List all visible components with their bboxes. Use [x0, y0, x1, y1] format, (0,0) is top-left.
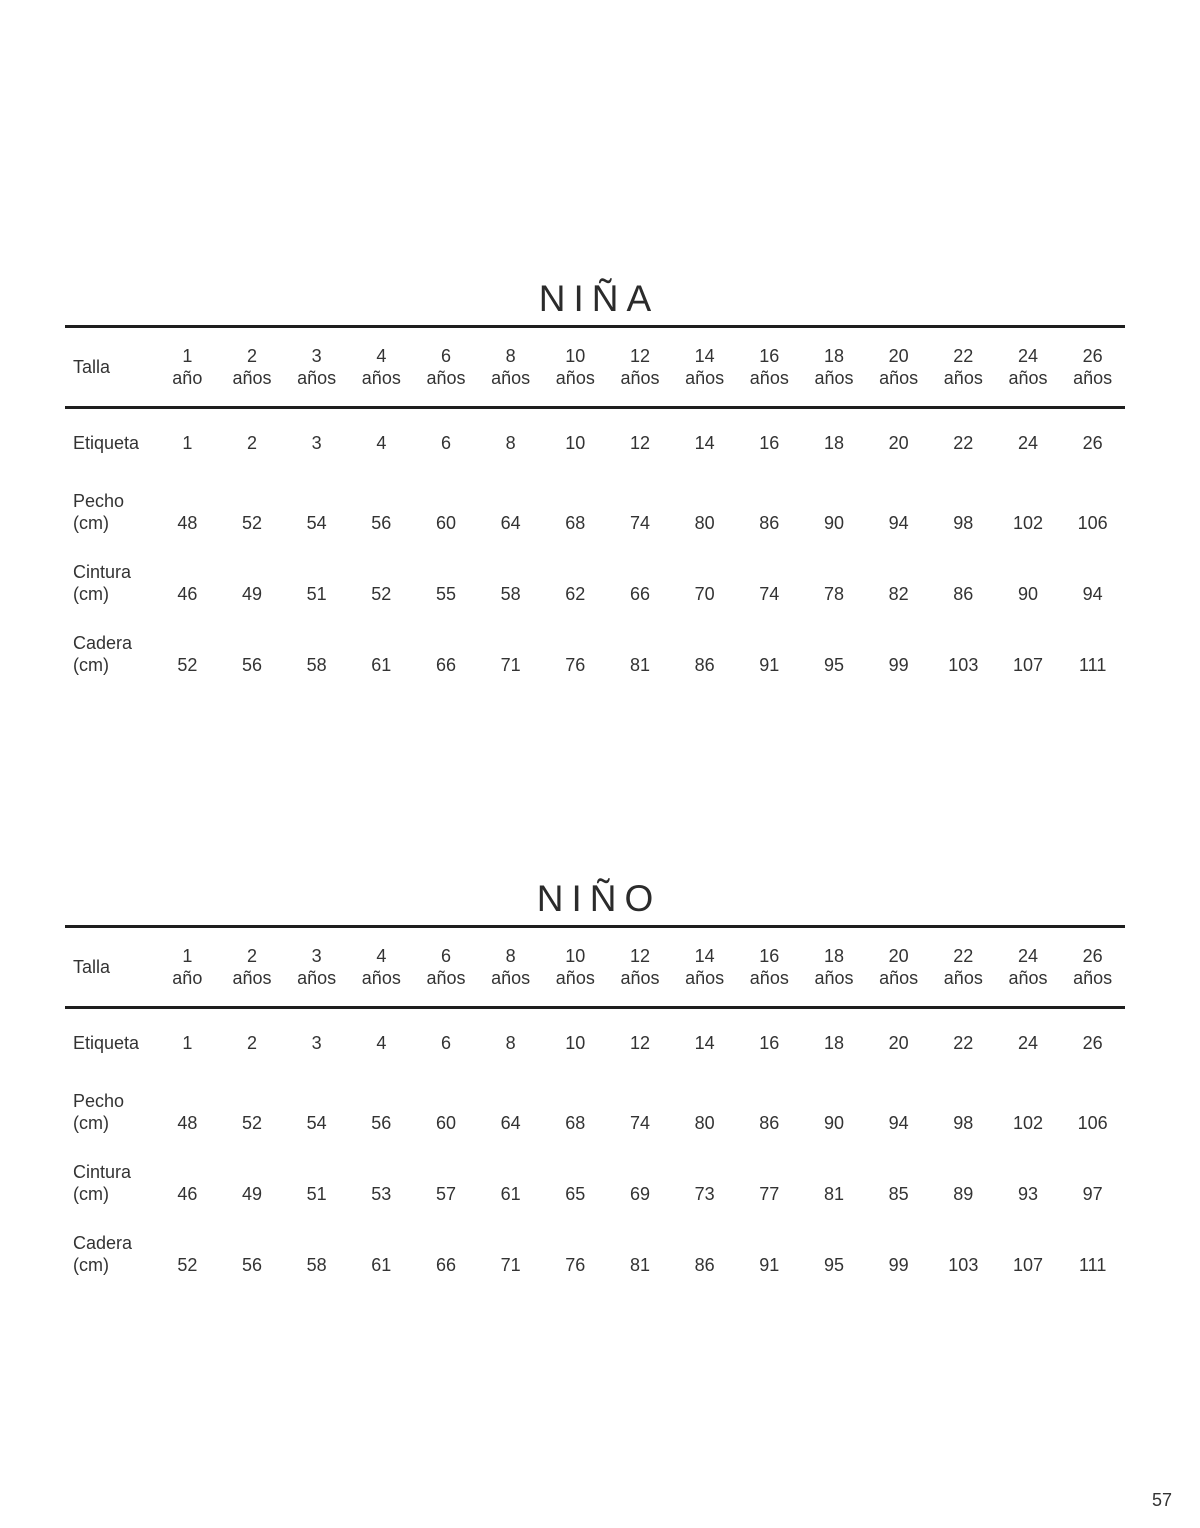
table-row	[65, 1076, 1125, 1147]
table-cell: 71	[500, 654, 521, 675]
column-unit: años	[297, 968, 337, 988]
table-row	[65, 409, 1125, 476]
table-cell: 8	[505, 432, 516, 453]
column-size: 24	[1017, 946, 1038, 966]
column-size: 24	[1017, 346, 1038, 366]
table-cell: 3	[311, 1032, 322, 1053]
table-cell: 102	[1012, 512, 1044, 533]
column-size: 6	[440, 946, 451, 966]
table-cell: 107	[1012, 1254, 1044, 1275]
column-size: 14	[694, 346, 715, 366]
column-unit: años	[1073, 968, 1113, 988]
column-size: 12	[629, 346, 650, 366]
table-cell: 2	[246, 1032, 257, 1053]
row-label: Etiqueta	[73, 1032, 140, 1053]
column-unit: años	[361, 368, 401, 388]
column-header	[220, 345, 285, 389]
table-cell: 76	[565, 1254, 586, 1275]
table-cell: 61	[500, 1183, 521, 1204]
column-unit: años	[491, 968, 531, 988]
table-cell: 56	[371, 1112, 392, 1133]
girl-size-table-section	[65, 279, 1125, 689]
table-cell: 16	[759, 1032, 780, 1053]
column-size: 3	[311, 946, 322, 966]
row-label: Etiqueta	[73, 432, 140, 453]
table-cell: 66	[435, 654, 456, 675]
table-cell: 91	[759, 1254, 780, 1275]
table-cell: 26	[1082, 1032, 1103, 1053]
column-header	[996, 345, 1061, 389]
table-row	[65, 476, 1125, 547]
table-cell: 52	[241, 512, 262, 533]
table-cell: 22	[953, 432, 974, 453]
column-header	[931, 945, 996, 989]
table-cell: 56	[241, 1254, 262, 1275]
column-size: 22	[953, 946, 974, 966]
table-cell: 6	[440, 1032, 451, 1053]
column-header	[608, 945, 673, 989]
column-unit: años	[749, 968, 789, 988]
column-header	[349, 345, 414, 389]
table-cell: 94	[888, 1112, 909, 1133]
table-cell: 46	[177, 1183, 198, 1204]
column-size: 10	[565, 946, 586, 966]
table-row	[65, 618, 1125, 689]
table-cell: 56	[371, 512, 392, 533]
column-unit: años	[879, 368, 919, 388]
table-cell: 52	[371, 583, 392, 604]
column-size: 8	[505, 946, 516, 966]
table-cell: 71	[500, 1254, 521, 1275]
table-row	[65, 1218, 1125, 1289]
column-unit: años	[426, 968, 466, 988]
table-cell: 107	[1012, 654, 1044, 675]
column-size: 14	[694, 946, 715, 966]
table-cell: 98	[953, 1112, 974, 1133]
table-cell: 54	[306, 1112, 327, 1133]
column-size: 6	[440, 346, 451, 366]
column-header	[414, 945, 479, 989]
table-cell: 52	[177, 1254, 198, 1275]
column-unit: años	[555, 968, 595, 988]
row-label: Cintura (cm)	[73, 1161, 132, 1204]
table-cell: 74	[759, 583, 780, 604]
table-cell: 24	[1017, 432, 1038, 453]
table-cell: 55	[435, 583, 456, 604]
column-header	[672, 945, 737, 989]
table-cell: 103	[948, 1254, 979, 1275]
column-size: 4	[376, 346, 387, 366]
row-label: Cintura (cm)	[73, 561, 132, 604]
column-unit: años	[491, 368, 531, 388]
column-unit: años	[555, 368, 595, 388]
table-cell: 51	[306, 1183, 327, 1204]
table-cell: 22	[953, 1032, 974, 1053]
table-cell: 74	[629, 512, 650, 533]
table-cell: 6	[440, 432, 451, 453]
column-header	[155, 345, 220, 389]
table-cell: 66	[435, 1254, 456, 1275]
column-size: 22	[953, 346, 974, 366]
table-cell: 3	[311, 432, 322, 453]
table-cell: 81	[629, 1254, 650, 1275]
table-cell: 64	[500, 1112, 521, 1133]
table-cell: 14	[694, 1032, 715, 1053]
table-body	[65, 1009, 1125, 1289]
table-cell: 90	[823, 512, 844, 533]
table-cell: 66	[629, 583, 650, 604]
page-number: 57	[1151, 1490, 1172, 1510]
table-cell: 90	[1017, 583, 1038, 604]
table-cell: 20	[888, 1032, 909, 1053]
table-cell: 80	[694, 1112, 715, 1133]
table-header-row	[65, 928, 1125, 1006]
table-cell: 12	[629, 432, 650, 453]
table-cell: 52	[241, 1112, 262, 1133]
table-cell: 64	[500, 512, 521, 533]
table-cell: 51	[306, 583, 327, 604]
table-body	[65, 409, 1125, 689]
column-unit: años	[1008, 368, 1048, 388]
column-header	[1060, 945, 1125, 989]
column-unit: años	[426, 368, 466, 388]
table-cell: 74	[629, 1112, 650, 1133]
boy-table-title: NIÑO	[536, 878, 662, 919]
row-label: Pecho (cm)	[73, 1090, 125, 1133]
table-cell: 1	[182, 432, 193, 453]
table-cell: 73	[694, 1183, 715, 1204]
column-header	[996, 945, 1061, 989]
column-unit: años	[620, 968, 660, 988]
column-size: 20	[888, 946, 909, 966]
table-cell: 81	[823, 1183, 844, 1204]
table-cell: 68	[565, 1112, 586, 1133]
column-header	[543, 345, 608, 389]
column-size: 16	[759, 946, 780, 966]
column-unit: años	[814, 968, 854, 988]
row-label: Cadera (cm)	[73, 632, 133, 675]
table-cell: 18	[823, 432, 844, 453]
table-cell: 62	[565, 583, 586, 604]
column-size: 16	[759, 346, 780, 366]
table-cell: 93	[1017, 1183, 1038, 1204]
table-cell: 60	[435, 1112, 456, 1133]
table-cell: 86	[953, 583, 974, 604]
table-cell: 1	[182, 1032, 193, 1053]
column-size: 10	[565, 346, 586, 366]
table-cell: 103	[948, 654, 979, 675]
table-cell: 99	[888, 654, 909, 675]
column-unit: años	[879, 968, 919, 988]
column-header	[802, 945, 867, 989]
column-unit: años	[685, 968, 725, 988]
column-size: 12	[629, 946, 650, 966]
table-cell: 4	[376, 432, 387, 453]
table-cell: 95	[823, 654, 844, 675]
table-cell: 91	[759, 654, 780, 675]
table-header-row	[65, 328, 1125, 406]
column-header	[284, 945, 349, 989]
table-cell: 10	[565, 432, 586, 453]
column-unit: año	[172, 968, 203, 988]
column-header	[672, 345, 737, 389]
table-cell: 58	[306, 1254, 327, 1275]
table-cell: 77	[759, 1183, 780, 1204]
table-cell: 52	[177, 654, 198, 675]
column-unit: años	[297, 368, 337, 388]
table-cell: 18	[823, 1032, 844, 1053]
table-cell: 57	[435, 1183, 456, 1204]
column-size: 26	[1082, 946, 1103, 966]
column-header	[866, 345, 931, 389]
column-unit: años	[685, 368, 725, 388]
table-cell: 81	[629, 654, 650, 675]
table-cell: 10	[565, 1032, 586, 1053]
column-header	[608, 345, 673, 389]
table-cell: 16	[759, 432, 780, 453]
row-label: Pecho (cm)	[73, 490, 125, 533]
table-cell: 106	[1077, 1112, 1108, 1133]
column-size: 2	[246, 946, 257, 966]
column-header	[737, 345, 802, 389]
table-cell: 86	[759, 1112, 780, 1133]
table-cell: 49	[241, 1183, 262, 1204]
table-cell: 46	[177, 583, 198, 604]
table-cell: 65	[565, 1183, 586, 1204]
column-size: 1	[182, 346, 193, 366]
column-header	[349, 945, 414, 989]
table-cell: 69	[629, 1183, 650, 1204]
table-cell: 61	[371, 654, 392, 675]
column-size: 20	[888, 346, 909, 366]
table-cell: 14	[694, 432, 715, 453]
table-cell: 26	[1082, 432, 1103, 453]
column-unit: año	[172, 368, 203, 388]
table-cell: 89	[953, 1183, 974, 1204]
table-cell: 95	[823, 1254, 844, 1275]
column-header	[1060, 345, 1125, 389]
column-header	[284, 345, 349, 389]
table-cell: 49	[241, 583, 262, 604]
table-cell: 60	[435, 512, 456, 533]
table-cell: 94	[888, 512, 909, 533]
table-cell: 94	[1082, 583, 1103, 604]
column-unit: años	[943, 368, 983, 388]
table-cell: 98	[953, 512, 974, 533]
table-cell: 97	[1082, 1183, 1103, 1204]
table-cell: 70	[694, 583, 715, 604]
column-header	[478, 945, 543, 989]
column-size: 4	[376, 946, 387, 966]
table-cell: 20	[888, 432, 909, 453]
table-cell: 4	[376, 1032, 387, 1053]
column-header	[866, 945, 931, 989]
table-cell: 2	[246, 432, 257, 453]
column-unit: años	[232, 968, 272, 988]
column-unit: años	[814, 368, 854, 388]
table-row	[65, 1147, 1125, 1218]
table-cell: 86	[759, 512, 780, 533]
table-cell: 68	[565, 512, 586, 533]
column-header	[155, 945, 220, 989]
column-header	[478, 345, 543, 389]
column-header	[220, 945, 285, 989]
column-unit: años	[232, 368, 272, 388]
table-cell: 111	[1078, 1254, 1107, 1275]
talla-header-label: Talla	[73, 356, 111, 377]
column-unit: años	[1073, 368, 1113, 388]
column-size: 18	[823, 346, 844, 366]
column-unit: años	[361, 968, 401, 988]
table-cell: 106	[1077, 512, 1108, 533]
table-cell: 80	[694, 512, 715, 533]
table-cell: 86	[694, 1254, 715, 1275]
column-unit: años	[620, 368, 660, 388]
table-row	[65, 1009, 1125, 1076]
table-row	[65, 547, 1125, 618]
column-size: 1	[182, 946, 193, 966]
table-cell: 12	[629, 1032, 650, 1053]
table-cell: 24	[1017, 1032, 1038, 1053]
column-size: 26	[1082, 346, 1103, 366]
column-unit: años	[943, 968, 983, 988]
boy-size-table-section	[65, 879, 1125, 1289]
row-label: Cadera (cm)	[73, 1232, 133, 1275]
table-cell: 102	[1012, 1112, 1044, 1133]
table-cell: 48	[177, 1112, 198, 1133]
column-size: 18	[823, 946, 844, 966]
column-unit: años	[749, 368, 789, 388]
column-header	[737, 945, 802, 989]
table-cell: 8	[505, 1032, 516, 1053]
table-cell: 111	[1078, 654, 1107, 675]
column-unit: años	[1008, 968, 1048, 988]
girl-table-title: NIÑA	[538, 278, 660, 319]
column-size: 2	[246, 346, 257, 366]
column-header	[543, 945, 608, 989]
table-cell: 90	[823, 1112, 844, 1133]
table-cell: 58	[500, 583, 521, 604]
column-header	[931, 345, 996, 389]
table-cell: 82	[888, 583, 909, 604]
table-cell: 58	[306, 654, 327, 675]
table-cell: 53	[371, 1183, 392, 1204]
table-cell: 61	[371, 1254, 392, 1275]
column-header	[802, 345, 867, 389]
talla-header-label: Talla	[73, 956, 111, 977]
column-size: 8	[505, 346, 516, 366]
column-header	[414, 345, 479, 389]
table-cell: 99	[888, 1254, 909, 1275]
table-cell: 76	[565, 654, 586, 675]
table-cell: 56	[241, 654, 262, 675]
column-size: 3	[311, 346, 322, 366]
table-cell: 54	[306, 512, 327, 533]
table-cell: 86	[694, 654, 715, 675]
table-cell: 85	[888, 1183, 909, 1204]
table-cell: 78	[823, 583, 844, 604]
table-cell: 48	[177, 512, 198, 533]
